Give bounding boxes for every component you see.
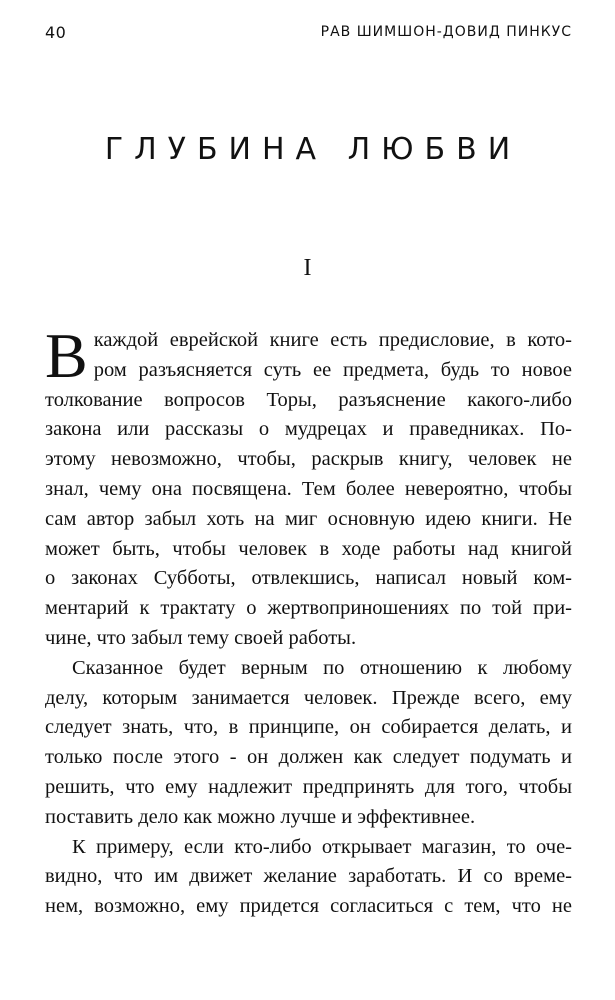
chapter-title: ГЛУБИНА ЛЮБВИ — [104, 132, 522, 167]
running-title: РАВ ШИМШОН-ДОВИД ПИНКУС — [320, 24, 572, 40]
text-line: Сказанное будет верным по отношению к любому — [72, 656, 572, 679]
text-line: о законах Субботы, отвлекшись, написал новый ком- — [45, 567, 572, 590]
running-head — [45, 20, 572, 44]
text-line: только после этого - он должен как следует подумать и — [45, 746, 572, 769]
page-number: 40 — [45, 22, 67, 42]
paragraph-1 — [45, 320, 572, 654]
text-line: поставить дело как можно лучше и эффективнее. — [45, 805, 476, 828]
body-text — [45, 320, 572, 922]
drop-cap: В — [45, 320, 88, 391]
text-line: закона или рассказы о мудрецах и праведниках. По- — [45, 418, 572, 441]
text-line: решить, что ему надлежит предпринять для того, чтобы — [45, 775, 572, 798]
text-line: нем, возможно, ему придется согласиться с тем, что не — [45, 895, 572, 918]
text-line: каждой еврейской книге есть предисловие, в кото- — [93, 329, 572, 351]
text-line: видно, что им движет желание заработать. И со време- — [45, 865, 572, 888]
text-line: знал, чему она посвящена. Тем более невероятно, чтобы — [45, 477, 572, 500]
text-line: К примеру, если кто-либо открывает магазин, то оче- — [72, 835, 572, 858]
text-line: этому невозможно, чтобы, раскрыв книгу, человек не — [45, 448, 572, 471]
paragraph-2 — [45, 654, 572, 833]
text-line: следует знать, что, в принципе, он собирается делать, и — [45, 716, 572, 739]
text-line: может быть, чтобы человек в ходе работы над книгой — [45, 537, 572, 560]
text-line: ментарий к трактату о жертвоприношениях по той при- — [45, 597, 572, 620]
text-line: ром разъясняется суть ее предмета, будь то новое — [93, 358, 572, 381]
text-line: делу, которым занимается человек. Прежде всего, ему — [45, 686, 572, 709]
text-line: сам автор забыл хоть на миг основную идею книги. Не — [45, 507, 572, 530]
section-number: I — [303, 255, 312, 281]
text-line: чине, что забыл тему своей работы. — [45, 626, 357, 649]
paragraph-3 — [45, 833, 572, 922]
text-line: толкование вопросов Торы, разъяснение какого-либо — [45, 388, 572, 411]
